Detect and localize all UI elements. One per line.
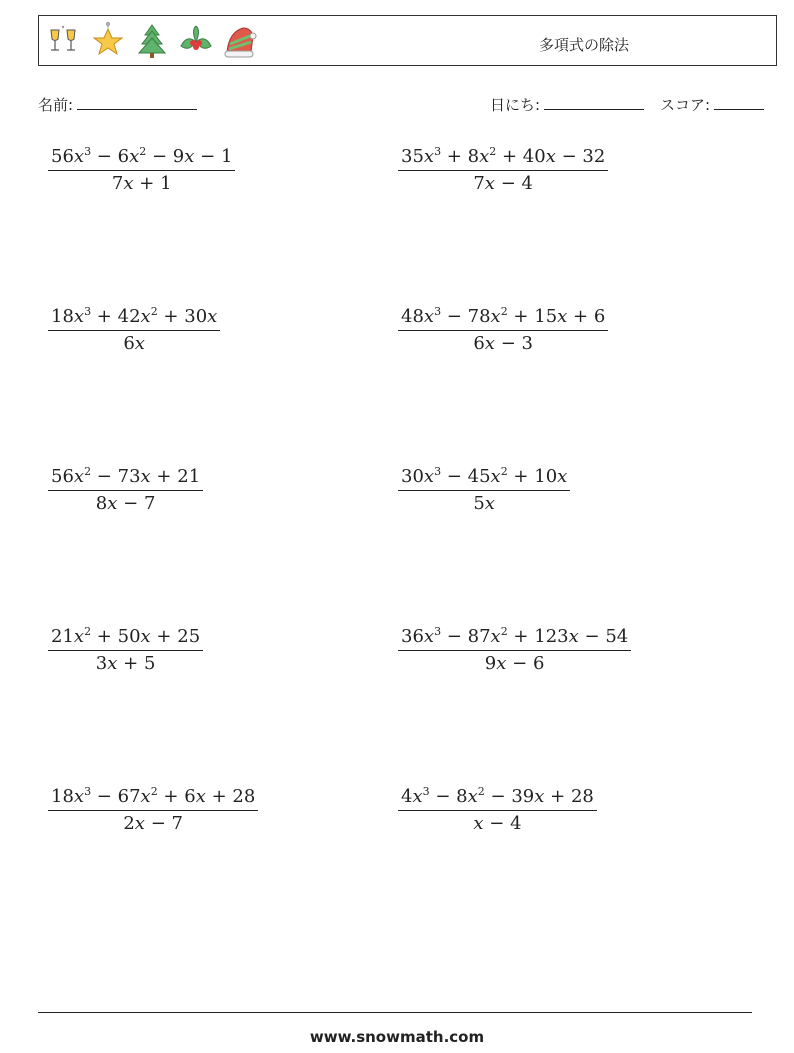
denominator: x − 4 xyxy=(473,813,522,834)
denominator: 7x − 4 xyxy=(473,173,533,194)
footer-divider xyxy=(38,1012,752,1013)
problem-7 xyxy=(48,626,203,674)
name-label: 名前: xyxy=(38,96,74,114)
date-field xyxy=(490,94,644,115)
numerator: $18x^3 + 42x^2 + 30x$ xyxy=(48,306,220,331)
fraction xyxy=(48,626,203,674)
worksheet-title: 多項式の除法 xyxy=(539,36,630,54)
name-line[interactable] xyxy=(77,95,197,110)
problem-8 xyxy=(398,626,631,674)
problem-9 xyxy=(48,786,258,834)
denominator: 3x + 5 xyxy=(95,653,156,674)
problem-3 xyxy=(48,306,220,354)
icon-row xyxy=(45,22,259,60)
numerator: $36x^3 - 87x^2 + 123x - 54$ xyxy=(398,626,631,651)
fraction xyxy=(398,146,608,194)
fraction xyxy=(398,466,570,514)
numerator: $48x^3 - 78x^2 + 15x + 6$ xyxy=(398,306,608,331)
fraction xyxy=(48,786,258,834)
score-line[interactable] xyxy=(714,95,764,110)
numerator: $35x^3 + 8x^2 + 40x - 32$ xyxy=(398,146,608,171)
denominator: 6x − 3 xyxy=(473,333,533,354)
denominator: 8x − 7 xyxy=(95,493,156,514)
problem-2 xyxy=(398,146,608,194)
christmas-tree-icon xyxy=(133,22,171,60)
score-field xyxy=(660,94,764,115)
problem-1 xyxy=(48,146,235,194)
problem-10 xyxy=(398,786,597,834)
score-label: スコア: xyxy=(660,96,711,114)
numerator: $21x^2 + 50x + 25$ xyxy=(48,626,203,651)
denominator: 9x − 6 xyxy=(484,653,545,674)
champagne-glasses-icon xyxy=(45,22,83,60)
problem-5 xyxy=(48,466,203,514)
date-line[interactable] xyxy=(544,95,644,110)
fraction xyxy=(48,466,203,514)
problem-6 xyxy=(398,466,570,514)
denominator: 6x xyxy=(123,333,145,354)
fraction xyxy=(48,146,235,194)
numerator: $56x^3 - 6x^2 - 9x - 1$ xyxy=(48,146,235,171)
numerator: $30x^3 - 45x^2 + 10x$ xyxy=(398,466,570,491)
denominator: 7x + 1 xyxy=(111,173,172,194)
fraction xyxy=(398,786,597,834)
numerator: $18x^3 - 67x^2 + 6x + 28$ xyxy=(48,786,258,811)
numerator: $56x^2 - 73x + 21$ xyxy=(48,466,203,491)
holly-icon xyxy=(177,22,215,60)
problem-4 xyxy=(398,306,608,354)
santa-hat-icon xyxy=(221,22,259,60)
name-field xyxy=(38,94,197,115)
fraction xyxy=(398,626,631,674)
denominator: 2x − 7 xyxy=(123,813,183,834)
header-box xyxy=(38,15,777,66)
fraction xyxy=(48,306,220,354)
numerator: $4x^3 - 8x^2 - 39x + 28$ xyxy=(398,786,597,811)
fraction xyxy=(398,306,608,354)
footer-site: www.snowmath.com xyxy=(309,1028,485,1046)
denominator: 5x xyxy=(473,493,495,514)
date-label: 日にち: xyxy=(490,96,541,114)
star-icon xyxy=(89,22,127,60)
